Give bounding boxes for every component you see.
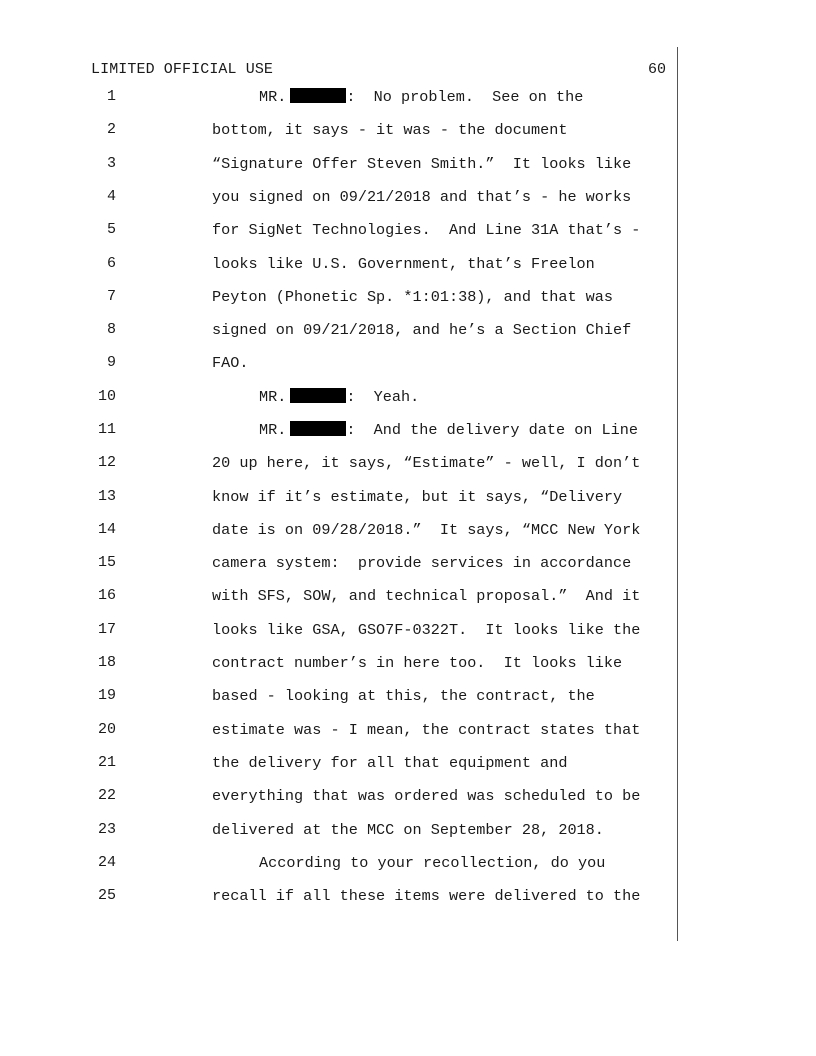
speech-text: everything that was ordered was scheduled to be (212, 787, 641, 805)
speaker-label: MR. (259, 421, 287, 439)
transcript-line (0, 288, 816, 321)
line-text (212, 887, 640, 905)
transcript-line (0, 354, 816, 387)
line-number: 20 (97, 721, 116, 738)
line-text (212, 255, 595, 273)
line-text (259, 854, 605, 872)
transcript-line (0, 521, 816, 554)
transcript-line (0, 255, 816, 288)
speech-text: recall if all these items were delivered to the (212, 887, 641, 905)
line-number: 6 (106, 255, 116, 272)
speech-text: estimate was - I mean, the contract states that (212, 721, 641, 739)
transcript-line (0, 121, 816, 154)
speech-text: : No problem. See on the (346, 88, 584, 106)
line-text (212, 288, 613, 306)
speech-text: looks like U.S. Government, that’s Freelon (212, 255, 595, 273)
line-text (212, 454, 640, 472)
page-number: 60 (647, 61, 666, 78)
line-text (212, 721, 640, 739)
redaction-box (290, 388, 346, 403)
line-number: 13 (97, 488, 116, 505)
line-number: 21 (97, 754, 116, 771)
line-number: 25 (97, 887, 116, 904)
speech-text: Peyton (Phonetic Sp. *1:01:38), and that was (212, 288, 614, 306)
line-number: 24 (97, 854, 116, 871)
speech-text: with SFS, SOW, and technical proposal.” And it (212, 587, 641, 605)
speaker-label: MR. (259, 388, 287, 406)
line-number: 7 (106, 288, 116, 305)
line-text (212, 621, 640, 639)
speech-text: According to your recollection, do you (259, 854, 606, 872)
line-number: 16 (97, 587, 116, 604)
speech-text: for SigNet Technologies. And Line 31A that’s - (212, 221, 641, 239)
speech-text: camera system: provide services in accordance (212, 554, 632, 572)
transcript-line (0, 621, 816, 654)
transcript-line (0, 721, 816, 754)
line-number: 3 (106, 155, 116, 172)
classification-header: LIMITED OFFICIAL USE (91, 61, 274, 78)
speech-text: “Signature Offer Steven Smith.” It looks like (212, 155, 632, 173)
transcript-line (0, 654, 816, 687)
line-number: 23 (97, 821, 116, 838)
redaction-box (290, 88, 346, 103)
line-number: 22 (97, 787, 116, 804)
line-number: 12 (97, 454, 116, 471)
line-text (259, 88, 583, 106)
line-text (212, 521, 640, 539)
line-number: 17 (97, 621, 116, 638)
line-number: 5 (106, 221, 116, 238)
line-number: 4 (106, 188, 116, 205)
line-number: 8 (106, 321, 116, 338)
speech-text: 20 up here, it says, “Estimate” - well, I don’t (212, 454, 641, 472)
transcript-line (0, 587, 816, 620)
transcript-line (0, 821, 816, 854)
speech-text: the delivery for all that equipment and (212, 754, 568, 772)
line-text (212, 821, 604, 839)
line-text (212, 121, 567, 139)
line-text (212, 687, 595, 705)
line-number: 10 (97, 388, 116, 405)
line-text (212, 654, 622, 672)
speech-text: bottom, it says - it was - the document (212, 121, 568, 139)
speech-text: know if it’s estimate, but it says, “Delivery (212, 488, 623, 506)
line-number: 11 (97, 421, 116, 438)
line-number: 19 (97, 687, 116, 704)
transcript-line (0, 188, 816, 221)
transcript-line (0, 421, 816, 454)
transcript-line (0, 787, 816, 820)
transcript-line (0, 321, 816, 354)
redaction-box (290, 421, 346, 436)
speech-text: looks like GSA, GSO7F-0322T. It looks like the (212, 621, 641, 639)
transcript-line (0, 687, 816, 720)
line-text (212, 754, 567, 772)
speech-text: based - looking at this, the contract, the (212, 687, 595, 705)
transcript-line (0, 887, 816, 920)
line-text (212, 587, 640, 605)
line-number: 2 (106, 121, 116, 138)
line-number: 18 (97, 654, 116, 671)
speech-text: date is on 09/28/2018.” It says, “MCC New York (212, 521, 641, 539)
line-number: 14 (97, 521, 116, 538)
speaker-label: MR. (259, 88, 287, 106)
line-number: 9 (106, 354, 116, 371)
transcript-line (0, 754, 816, 787)
speech-text: you signed on 09/21/2018 and that’s - he works (212, 188, 632, 206)
line-number: 1 (106, 88, 116, 105)
transcript-line (0, 488, 816, 521)
line-text (212, 188, 631, 206)
line-text (212, 321, 631, 339)
speech-text: contract number’s in here too. It looks like (212, 654, 623, 672)
transcript-line (0, 454, 816, 487)
line-text (212, 155, 631, 173)
line-text (212, 354, 248, 372)
transcript-line (0, 554, 816, 587)
line-text (259, 388, 419, 406)
line-text (259, 421, 638, 439)
line-text (212, 488, 622, 506)
transcript-line (0, 221, 816, 254)
line-number: 15 (97, 554, 116, 571)
transcript-line (0, 88, 816, 121)
speech-text: delivered at the MCC on September 28, 2018. (212, 821, 604, 839)
speech-text: : And the delivery date on Line (346, 421, 638, 439)
transcript-line (0, 854, 816, 887)
line-text (212, 221, 640, 239)
line-text (212, 787, 640, 805)
speech-text: signed on 09/21/2018, and he’s a Section Chief (212, 321, 632, 339)
speech-text: FAO. (212, 354, 249, 372)
transcript-line (0, 155, 816, 188)
line-text (212, 554, 631, 572)
transcript-line (0, 388, 816, 421)
speech-text: : Yeah. (346, 388, 420, 406)
